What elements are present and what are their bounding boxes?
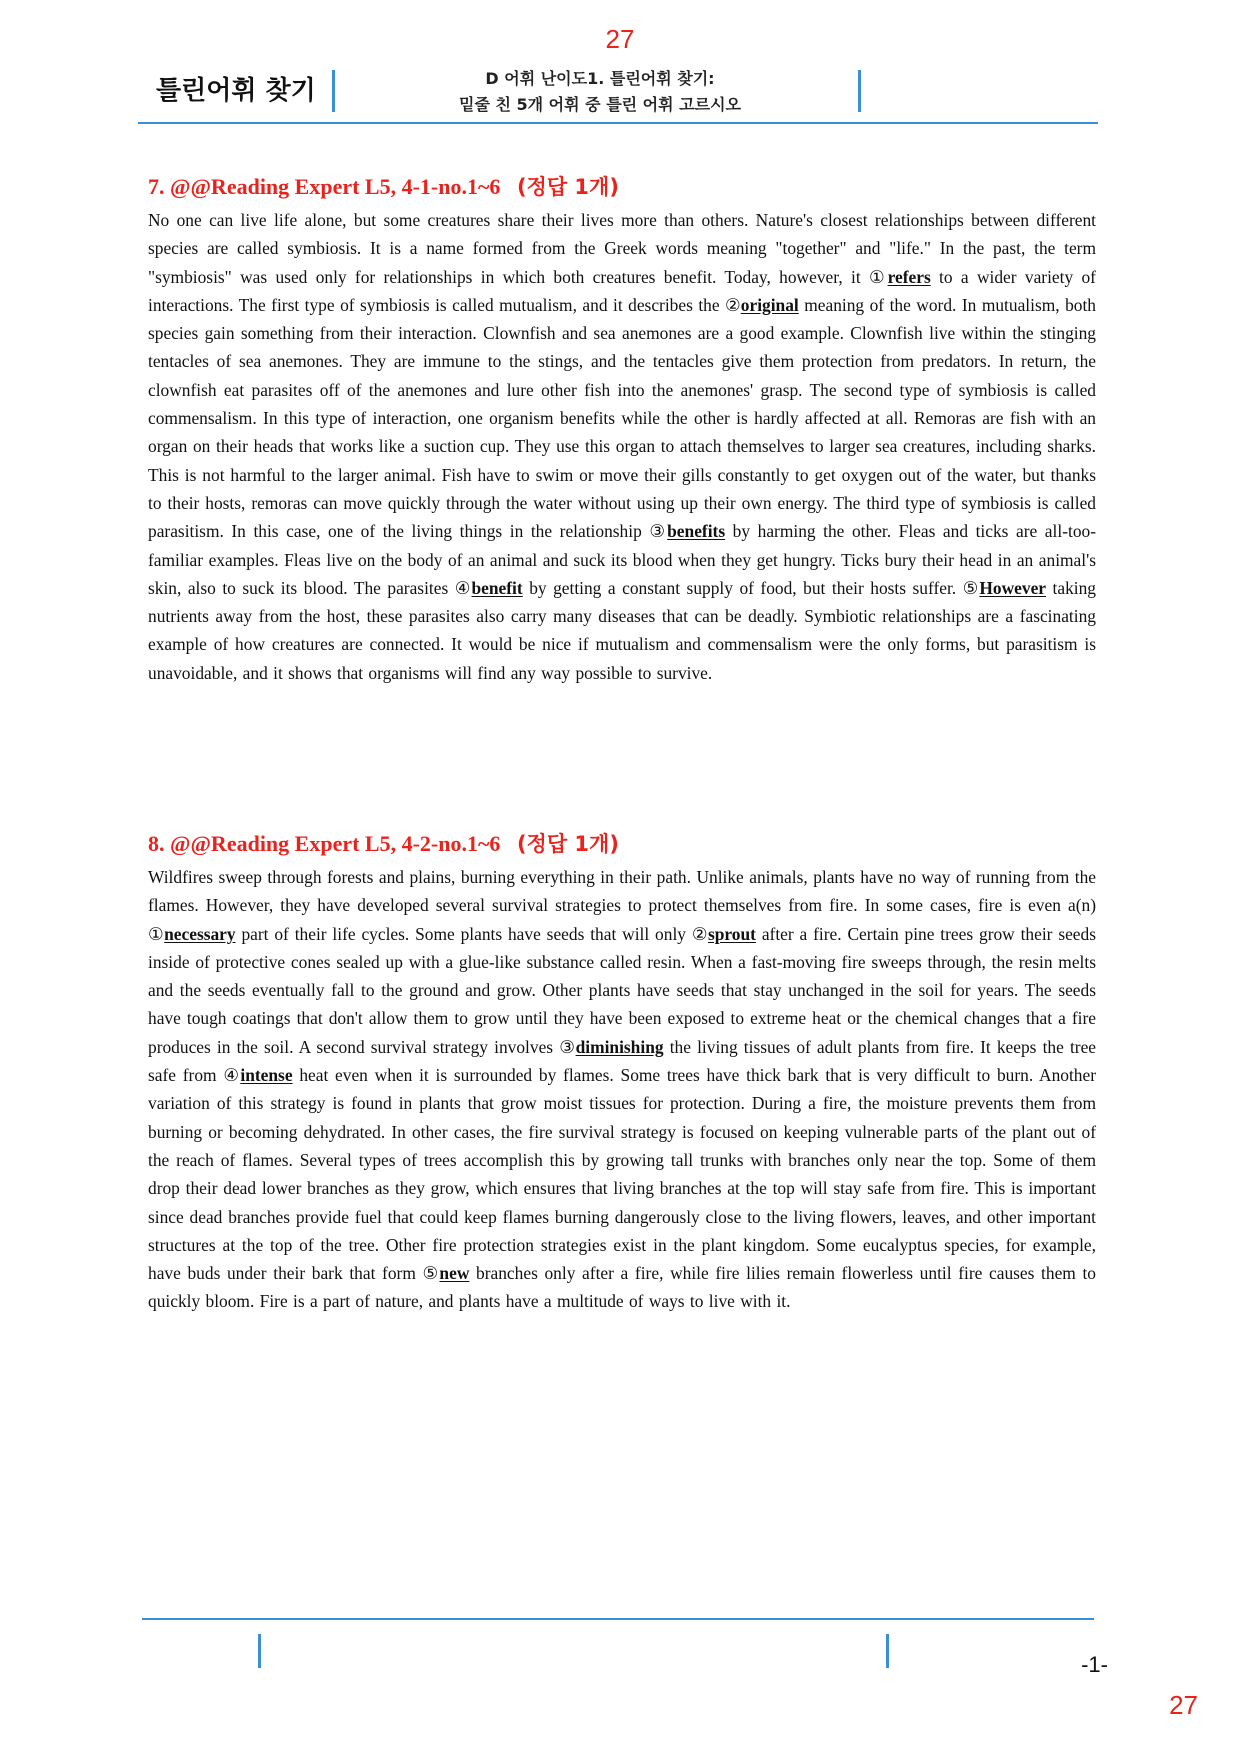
question-7-answer-note: (정답 1개) — [516, 175, 619, 199]
passage-text: part of their life cycles. Some plants have seeds that will only — [235, 923, 692, 944]
question-7-title: 7. @@Reading Expert L5, 4-1-no.1~6 — [148, 174, 501, 199]
header-divider-right — [858, 70, 861, 112]
passage-text: after a fire. Certain pine trees grow their seeds inside of protective cones sealed up with a glue-like substance called resin. When a fast-moving fire sweeps through, the resin melts and the seeds eventually fall to the ground and grow. Other plants have seeds that stay unchanged in the soil for years. The seeds have tough coatings that don't allow them to grow until they have been exposed to extreme heat or the chemical changes that a fire produces in the soil. A second survival strategy involves — [148, 923, 1096, 1057]
choice-marker: ① — [148, 923, 165, 944]
passage-text: to a wider variety of interactions. The first type of symbiosis is called mutualism, and it describes the — [148, 266, 1096, 315]
passage-text: the living tissues of adult plants from fire. It keeps the tree safe from — [148, 1036, 1097, 1086]
question-8-heading — [148, 829, 1096, 859]
page-number-top: 27 — [605, 24, 635, 54]
header-title: 틀린어휘 찾기 — [156, 76, 316, 106]
header-rule — [138, 122, 1098, 124]
choice-marker: ④ — [223, 1065, 241, 1086]
passage-text: by getting a constant supply of food, but their hosts suffer. — [522, 577, 963, 598]
passage-text: taking nutrients away from the host, these parasites also carry many diseases that can be deadly. Symbiotic relationships are a fascinating example of how creatures are connected. It would be nice if mutualism and commensalism were the only forms, but parasitism is unavoidable, and it shows that organisms will find any way possible to survive. — [148, 577, 1097, 683]
underlined-word: necessary — [164, 923, 236, 944]
underlined-word: intense — [240, 1065, 293, 1086]
page-number-bottom: 27 — [1169, 1690, 1198, 1720]
passage-text: meaning of the word. In mutualism, both species gain something from their interaction. Clownfish and sea anemones are a good example. Clownfish live within the stinging tentacles of sea anemones. They are immune to the stings, and the tentacles give them protection from predators. In return, the clownfish eat parasites off of the anemones and lure other fish into the anemones' grasp. The second type of symbiosis is called commensalism. In this type of interaction, one organism benefits while the other is hardly affected at all. Remoras are fish with an organ on their heads that works like a suction cup. They use this organ to attach themselves to larger sea creatures, including sharks. This is not harmful to the larger animal. Fish have to swim or move their gills constantly to get oxygen out of the water, but thanks to their hosts, remoras can move quickly through the water without using up their own energy. The third type of symbiosis is called parasitism. In this case, one of the living things in the relationship — [148, 294, 1096, 542]
question-7-passage — [148, 206, 1096, 687]
question-7-heading — [148, 172, 1096, 202]
passage-text: branches only after a fire, while fire lilies remain flowerless until fire causes them to quickly bloom. Fire is a part of nature, and plants have a multitude of ways to live with it. — [148, 1263, 1096, 1312]
question-7 — [148, 172, 1096, 687]
question-8-title: 8. @@Reading Expert L5, 4-2-no.1~6 — [148, 831, 501, 856]
underlined-word: However — [979, 577, 1047, 598]
header-subtitle-line1: D 어휘 난이도1. 틀린어휘 찾기: — [485, 69, 715, 88]
question-8 — [148, 829, 1096, 1316]
header-divider-left — [332, 70, 335, 112]
choice-marker: ⑤ — [962, 577, 980, 598]
underlined-word: original — [740, 294, 799, 315]
choice-marker: ② — [691, 923, 708, 944]
underlined-word: benefit — [471, 577, 523, 598]
passage-text: heat even when it is surrounded by flames. Some trees have thick bark that is very difficult to burn. Another variation of this strategy is found in plants that grow moist tissues for protection. During a fire, the moisture prevents them from burning or becoming dehydrated. In other cases, the fire survival strategy is focused on keeping vulnerable parts of the plant out of the reach of flames. Several types of trees accomplish this by growing tall trunks with branches only near the top. Some of them drop their dead lower branches as they grow, which ensures that living branches at the top will stay safe from fire. This is important since dead branches provide fuel that could keep flames burning dangerously close to the living flowers, leaves, and other important structures at the top of the tree. Other fire protection strategies exist in the plant kingdom. Some eucalyptus species, for example, have buds under their bark that form — [148, 1065, 1096, 1284]
underlined-word: benefits — [667, 521, 726, 542]
choice-marker: ④ — [454, 577, 472, 598]
underlined-word: sprout — [707, 923, 756, 944]
footer-rule — [142, 1618, 1094, 1620]
choice-marker: ② — [725, 294, 741, 315]
choice-marker: ① — [869, 266, 888, 287]
question-8-answer-note: (정답 1개) — [516, 832, 619, 856]
underlined-word: diminishing — [575, 1036, 664, 1057]
underlined-word: refers — [887, 266, 931, 287]
choice-marker: ③ — [559, 1036, 576, 1057]
choice-marker: ⑤ — [422, 1263, 440, 1284]
passage-text: Wildfires sweep through forests and plains, burning everything in their path. Unlike animals, plants have no way of running from the flames. However, they have developed several survival strategies to protect themselves from fire. In some cases, fire is even a(n) — [148, 867, 1096, 916]
passage-text: No one can live life alone, but some creatures share their lives more than others. Nature's closest relationships between different species are called symbiosis. It is a name formed from the Greek words meaning "together" and "life." In the past, the term "symbiosis" was used only for relationships in which both creatures benefit. Today, however, it — [148, 210, 1096, 287]
question-8-passage — [148, 863, 1096, 1316]
passage-text: by harming the other. Fleas and ticks are all-too-familiar examples. Fleas live on the body of an animal and suck its blood when they get hungry. Ticks bury their head in an animal's skin, also to suck its blood. The parasites — [148, 521, 1096, 598]
footer-page-label: -1- — [1081, 1652, 1108, 1677]
header-subtitle-line2: 밑줄 친 5개 어휘 중 틀린 어휘 고르시오 — [459, 95, 741, 114]
footer-divider-left — [258, 1634, 261, 1668]
footer-divider-right — [886, 1634, 889, 1668]
choice-marker: ③ — [649, 521, 668, 542]
underlined-word: new — [439, 1263, 470, 1284]
